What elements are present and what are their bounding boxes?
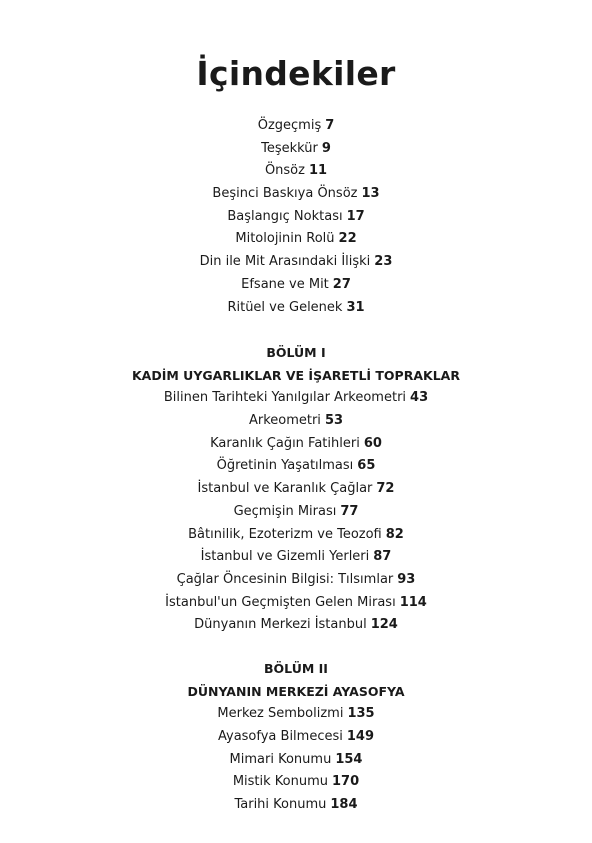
entry-label: Mitolojinin Rolü bbox=[235, 231, 335, 247]
entry-page: 184 bbox=[330, 797, 358, 813]
toc-entry bbox=[0, 524, 592, 547]
toc-entry bbox=[0, 794, 592, 817]
entry-page: 53 bbox=[324, 413, 344, 429]
entry-page: 65 bbox=[357, 458, 376, 474]
toc-entry bbox=[0, 433, 592, 456]
page-title: İçindekiler bbox=[196, 54, 396, 93]
entry-label: Teşekkür bbox=[261, 140, 318, 156]
toc-entry bbox=[0, 297, 592, 320]
entry-page: 124 bbox=[370, 617, 398, 633]
toc-entry bbox=[0, 160, 592, 183]
toc-entry bbox=[0, 228, 592, 251]
toc-entry bbox=[0, 501, 592, 524]
entry-page: 82 bbox=[385, 526, 404, 542]
entry-page: 27 bbox=[332, 276, 351, 292]
entry-label: Dünyanın Merkezi İstanbul bbox=[194, 617, 367, 633]
toc-entry bbox=[0, 183, 592, 206]
part-1-subheading: KADİM UYGARLIKLAR VE İŞARETLİ TOPRAKLAR bbox=[132, 367, 460, 383]
entry-page: 22 bbox=[338, 231, 357, 247]
entry-page: 170 bbox=[332, 774, 360, 790]
toc-entry bbox=[0, 569, 592, 592]
entry-page: 23 bbox=[374, 254, 393, 270]
toc-entry bbox=[0, 251, 592, 274]
entry-page: 135 bbox=[347, 706, 375, 722]
entry-page: 7 bbox=[325, 118, 335, 133]
entry-page: 60 bbox=[363, 435, 382, 451]
entry-label: İstanbul ve Gizemli Yerleri bbox=[200, 549, 370, 565]
entry-page: 43 bbox=[410, 390, 429, 406]
toc-entry bbox=[0, 410, 592, 433]
toc-entry bbox=[0, 703, 592, 726]
entry-label: Ayasofya Bilmecesi bbox=[217, 729, 343, 745]
entry-label: Özgeçmiş bbox=[257, 118, 322, 133]
entry-label: Öğretinin Yaşatılması bbox=[216, 458, 354, 474]
toc-entry bbox=[0, 726, 592, 749]
toc-entry bbox=[0, 546, 592, 569]
entry-label: Din ile Mit Arasındaki İlişki bbox=[199, 254, 371, 270]
entry-page: 72 bbox=[376, 481, 395, 497]
entry-label: Beşinci Baskıya Önsöz bbox=[212, 186, 358, 202]
entry-label: İstanbul ve Karanlık Çağlar bbox=[197, 481, 373, 497]
entry-label: Tarihi Konumu bbox=[234, 797, 327, 813]
part-2-section bbox=[0, 658, 592, 817]
entry-label: Bilinen Tarihteki Yanılgılar Arkeometri bbox=[163, 390, 407, 406]
part-1-section bbox=[0, 342, 592, 637]
entry-label: Başlangıç Noktası bbox=[227, 208, 343, 224]
toc-entry bbox=[0, 387, 592, 410]
entry-page: 17 bbox=[346, 208, 365, 224]
entry-label: Çağlar Öncesinin Bilgisi: Tılsımlar bbox=[176, 571, 394, 587]
entry-page: 149 bbox=[346, 729, 374, 745]
part-1-heading: BÖLÜM I bbox=[266, 345, 326, 360]
entry-page: 154 bbox=[335, 751, 363, 767]
toc-entry bbox=[0, 138, 592, 161]
entry-page: 114 bbox=[399, 594, 427, 610]
toc-entry bbox=[0, 749, 592, 772]
toc-entry bbox=[0, 592, 592, 615]
toc-entry bbox=[0, 771, 592, 794]
entry-label: Bâtınilik, Ezoterizm ve Teozofi bbox=[188, 526, 382, 542]
toc-entry bbox=[0, 614, 592, 637]
entry-label: Geçmişin Mirası bbox=[233, 503, 337, 519]
toc-entry bbox=[0, 274, 592, 297]
toc-entry bbox=[0, 206, 592, 229]
entry-page: 87 bbox=[373, 549, 392, 565]
part-2-heading: BÖLÜM II bbox=[264, 661, 328, 676]
entry-page: 13 bbox=[361, 186, 380, 202]
entry-page: 93 bbox=[397, 571, 416, 587]
entry-label: Mimari Konumu bbox=[229, 751, 332, 767]
part-2-subheading: DÜNYANIN MERKEZİ AYASOFYA bbox=[187, 683, 405, 699]
toc-entry bbox=[0, 478, 592, 501]
entry-label: Ritüel ve Gelenek bbox=[227, 299, 343, 315]
entry-page: 31 bbox=[346, 299, 365, 315]
entry-label: Arkeometri bbox=[248, 413, 321, 429]
entry-page: 77 bbox=[340, 503, 359, 519]
entry-label: İstanbul'un Geçmişten Gelen Mirası bbox=[165, 594, 396, 610]
toc-entry bbox=[0, 115, 592, 138]
entry-label: Karanlık Çağın Fatihleri bbox=[210, 435, 360, 451]
entry-label: Merkez Sembolizmi bbox=[217, 706, 344, 722]
entry-page: 11 bbox=[308, 163, 328, 179]
entry-label: Efsane ve Mit bbox=[241, 276, 329, 292]
entry-page: 9 bbox=[321, 140, 331, 156]
entry-label: Önsöz bbox=[264, 163, 305, 179]
intro-list bbox=[0, 115, 592, 319]
entry-label: Mistik Konumu bbox=[232, 774, 329, 790]
toc-entry bbox=[0, 455, 592, 478]
